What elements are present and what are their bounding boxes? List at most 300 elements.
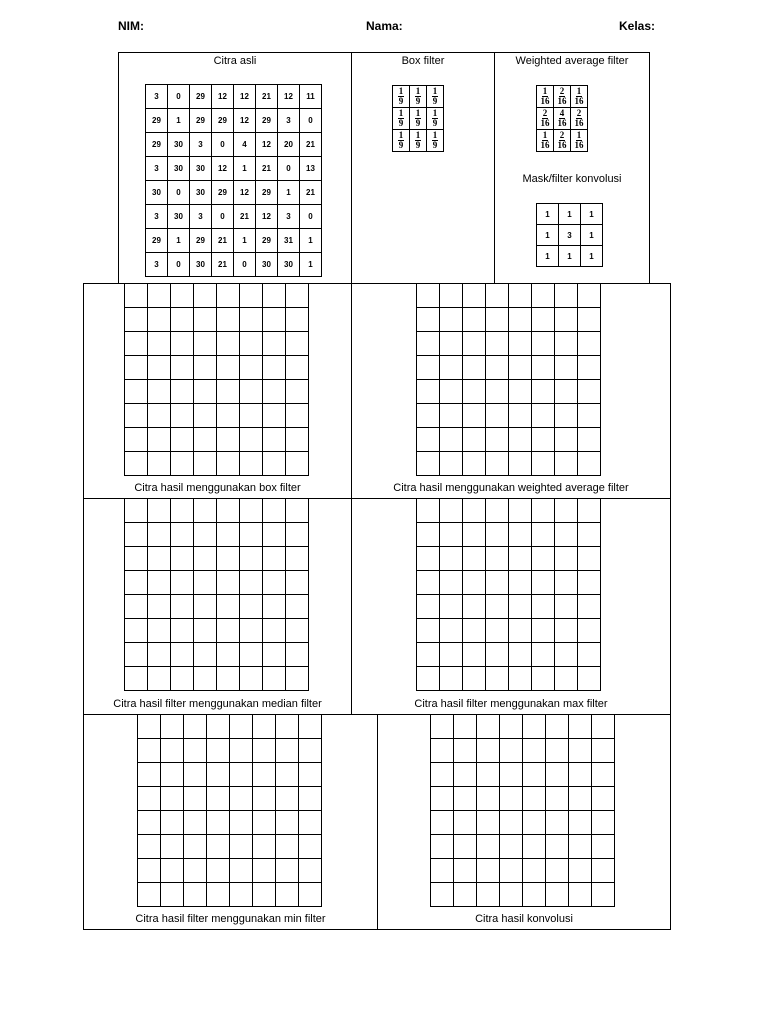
empty-cell[interactable]: [207, 715, 230, 739]
empty-cell[interactable]: [171, 595, 194, 619]
empty-cell[interactable]: [546, 715, 569, 739]
empty-cell[interactable]: [148, 547, 171, 571]
empty-cell[interactable]: [578, 380, 601, 404]
empty-cell[interactable]: [171, 643, 194, 667]
empty-cell[interactable]: [555, 595, 578, 619]
empty-cell[interactable]: [286, 595, 309, 619]
empty-cell[interactable]: [532, 595, 555, 619]
empty-cell[interactable]: [509, 523, 532, 547]
empty-cell[interactable]: [417, 667, 440, 691]
empty-cell[interactable]: [431, 787, 454, 811]
empty-cell[interactable]: [555, 499, 578, 523]
empty-cell[interactable]: [217, 404, 240, 428]
empty-cell[interactable]: [148, 380, 171, 404]
empty-cell[interactable]: [486, 356, 509, 380]
empty-cell[interactable]: [276, 835, 299, 859]
empty-cell[interactable]: [299, 811, 322, 835]
empty-cell[interactable]: [125, 308, 148, 332]
empty-cell[interactable]: [555, 380, 578, 404]
empty-cell[interactable]: [523, 883, 546, 907]
empty-cell[interactable]: [532, 284, 555, 308]
empty-cell[interactable]: [477, 715, 500, 739]
empty-cell[interactable]: [463, 571, 486, 595]
empty-cell[interactable]: [523, 859, 546, 883]
empty-cell[interactable]: [184, 763, 207, 787]
empty-cell[interactable]: [194, 404, 217, 428]
empty-cell[interactable]: [431, 715, 454, 739]
empty-cell[interactable]: [217, 595, 240, 619]
empty-cell[interactable]: [217, 380, 240, 404]
empty-cell[interactable]: [569, 883, 592, 907]
empty-cell[interactable]: [431, 763, 454, 787]
empty-cell[interactable]: [161, 715, 184, 739]
empty-cell[interactable]: [263, 619, 286, 643]
empty-cell[interactable]: [440, 452, 463, 476]
empty-cell[interactable]: [486, 523, 509, 547]
empty-cell[interactable]: [532, 428, 555, 452]
empty-cell[interactable]: [440, 547, 463, 571]
max-result-grid[interactable]: [416, 498, 601, 691]
empty-cell[interactable]: [240, 643, 263, 667]
empty-cell[interactable]: [500, 811, 523, 835]
empty-cell[interactable]: [463, 643, 486, 667]
empty-cell[interactable]: [138, 787, 161, 811]
empty-cell[interactable]: [230, 715, 253, 739]
empty-cell[interactable]: [138, 715, 161, 739]
empty-cell[interactable]: [578, 499, 601, 523]
empty-cell[interactable]: [125, 356, 148, 380]
empty-cell[interactable]: [555, 571, 578, 595]
empty-cell[interactable]: [230, 811, 253, 835]
empty-cell[interactable]: [161, 859, 184, 883]
empty-cell[interactable]: [263, 547, 286, 571]
empty-cell[interactable]: [217, 356, 240, 380]
empty-cell[interactable]: [286, 499, 309, 523]
empty-cell[interactable]: [276, 739, 299, 763]
empty-cell[interactable]: [125, 499, 148, 523]
empty-cell[interactable]: [592, 835, 615, 859]
empty-cell[interactable]: [486, 308, 509, 332]
empty-cell[interactable]: [431, 811, 454, 835]
empty-cell[interactable]: [569, 739, 592, 763]
empty-cell[interactable]: [417, 284, 440, 308]
empty-cell[interactable]: [253, 715, 276, 739]
empty-cell[interactable]: [240, 547, 263, 571]
empty-cell[interactable]: [486, 499, 509, 523]
empty-cell[interactable]: [523, 835, 546, 859]
empty-cell[interactable]: [555, 308, 578, 332]
empty-cell[interactable]: [477, 763, 500, 787]
empty-cell[interactable]: [171, 523, 194, 547]
empty-cell[interactable]: [171, 404, 194, 428]
empty-cell[interactable]: [592, 739, 615, 763]
empty-cell[interactable]: [217, 523, 240, 547]
empty-cell[interactable]: [417, 499, 440, 523]
empty-cell[interactable]: [276, 859, 299, 883]
empty-cell[interactable]: [431, 859, 454, 883]
empty-cell[interactable]: [194, 619, 217, 643]
empty-cell[interactable]: [207, 835, 230, 859]
empty-cell[interactable]: [569, 859, 592, 883]
empty-cell[interactable]: [263, 332, 286, 356]
empty-cell[interactable]: [440, 571, 463, 595]
empty-cell[interactable]: [194, 667, 217, 691]
empty-cell[interactable]: [500, 715, 523, 739]
empty-cell[interactable]: [523, 787, 546, 811]
empty-cell[interactable]: [138, 883, 161, 907]
empty-cell[interactable]: [171, 667, 194, 691]
empty-cell[interactable]: [463, 667, 486, 691]
empty-cell[interactable]: [161, 883, 184, 907]
empty-cell[interactable]: [161, 835, 184, 859]
empty-cell[interactable]: [417, 643, 440, 667]
empty-cell[interactable]: [477, 811, 500, 835]
empty-cell[interactable]: [125, 643, 148, 667]
empty-cell[interactable]: [431, 739, 454, 763]
empty-cell[interactable]: [486, 332, 509, 356]
empty-cell[interactable]: [148, 428, 171, 452]
empty-cell[interactable]: [578, 619, 601, 643]
empty-cell[interactable]: [148, 356, 171, 380]
empty-cell[interactable]: [263, 523, 286, 547]
empty-cell[interactable]: [546, 859, 569, 883]
empty-cell[interactable]: [263, 667, 286, 691]
empty-cell[interactable]: [148, 643, 171, 667]
empty-cell[interactable]: [253, 763, 276, 787]
empty-cell[interactable]: [463, 595, 486, 619]
empty-cell[interactable]: [454, 859, 477, 883]
empty-cell[interactable]: [207, 763, 230, 787]
empty-cell[interactable]: [509, 284, 532, 308]
empty-cell[interactable]: [217, 619, 240, 643]
empty-cell[interactable]: [417, 452, 440, 476]
empty-cell[interactable]: [569, 835, 592, 859]
empty-cell[interactable]: [207, 739, 230, 763]
empty-cell[interactable]: [440, 499, 463, 523]
empty-cell[interactable]: [463, 619, 486, 643]
empty-cell[interactable]: [500, 763, 523, 787]
empty-cell[interactable]: [125, 284, 148, 308]
empty-cell[interactable]: [486, 284, 509, 308]
empty-cell[interactable]: [555, 619, 578, 643]
empty-cell[interactable]: [263, 284, 286, 308]
empty-cell[interactable]: [440, 595, 463, 619]
empty-cell[interactable]: [184, 787, 207, 811]
empty-cell[interactable]: [532, 571, 555, 595]
empty-cell[interactable]: [463, 308, 486, 332]
empty-cell[interactable]: [171, 428, 194, 452]
empty-cell[interactable]: [184, 739, 207, 763]
empty-cell[interactable]: [286, 428, 309, 452]
empty-cell[interactable]: [523, 715, 546, 739]
empty-cell[interactable]: [299, 835, 322, 859]
empty-cell[interactable]: [194, 332, 217, 356]
empty-cell[interactable]: [217, 571, 240, 595]
empty-cell[interactable]: [161, 739, 184, 763]
empty-cell[interactable]: [263, 643, 286, 667]
empty-cell[interactable]: [592, 763, 615, 787]
empty-cell[interactable]: [578, 547, 601, 571]
empty-cell[interactable]: [578, 595, 601, 619]
empty-cell[interactable]: [463, 404, 486, 428]
empty-cell[interactable]: [286, 404, 309, 428]
empty-cell[interactable]: [509, 380, 532, 404]
empty-cell[interactable]: [240, 284, 263, 308]
empty-cell[interactable]: [509, 332, 532, 356]
empty-cell[interactable]: [299, 883, 322, 907]
empty-cell[interactable]: [148, 452, 171, 476]
empty-cell[interactable]: [578, 667, 601, 691]
empty-cell[interactable]: [194, 452, 217, 476]
empty-cell[interactable]: [240, 571, 263, 595]
empty-cell[interactable]: [217, 308, 240, 332]
empty-cell[interactable]: [486, 643, 509, 667]
empty-cell[interactable]: [148, 619, 171, 643]
empty-cell[interactable]: [286, 667, 309, 691]
empty-cell[interactable]: [286, 523, 309, 547]
empty-cell[interactable]: [555, 356, 578, 380]
empty-cell[interactable]: [171, 284, 194, 308]
empty-cell[interactable]: [500, 739, 523, 763]
empty-cell[interactable]: [240, 380, 263, 404]
empty-cell[interactable]: [546, 763, 569, 787]
empty-cell[interactable]: [463, 547, 486, 571]
empty-cell[interactable]: [263, 308, 286, 332]
empty-cell[interactable]: [194, 595, 217, 619]
empty-cell[interactable]: [440, 284, 463, 308]
empty-cell[interactable]: [240, 404, 263, 428]
empty-cell[interactable]: [509, 356, 532, 380]
min-result-grid[interactable]: [137, 714, 322, 907]
empty-cell[interactable]: [240, 452, 263, 476]
empty-cell[interactable]: [148, 284, 171, 308]
empty-cell[interactable]: [578, 356, 601, 380]
empty-cell[interactable]: [240, 499, 263, 523]
empty-cell[interactable]: [125, 571, 148, 595]
empty-cell[interactable]: [194, 499, 217, 523]
empty-cell[interactable]: [463, 332, 486, 356]
empty-cell[interactable]: [454, 811, 477, 835]
empty-cell[interactable]: [286, 643, 309, 667]
empty-cell[interactable]: [263, 595, 286, 619]
empty-cell[interactable]: [592, 715, 615, 739]
empty-cell[interactable]: [417, 619, 440, 643]
empty-cell[interactable]: [148, 523, 171, 547]
empty-cell[interactable]: [555, 547, 578, 571]
empty-cell[interactable]: [253, 883, 276, 907]
empty-cell[interactable]: [454, 715, 477, 739]
empty-cell[interactable]: [500, 859, 523, 883]
median-result-grid[interactable]: [124, 498, 309, 691]
empty-cell[interactable]: [286, 571, 309, 595]
empty-cell[interactable]: [555, 523, 578, 547]
empty-cell[interactable]: [240, 667, 263, 691]
empty-cell[interactable]: [286, 308, 309, 332]
empty-cell[interactable]: [546, 835, 569, 859]
empty-cell[interactable]: [578, 332, 601, 356]
empty-cell[interactable]: [263, 356, 286, 380]
empty-cell[interactable]: [194, 380, 217, 404]
empty-cell[interactable]: [125, 452, 148, 476]
empty-cell[interactable]: [523, 763, 546, 787]
empty-cell[interactable]: [125, 523, 148, 547]
empty-cell[interactable]: [417, 428, 440, 452]
empty-cell[interactable]: [148, 499, 171, 523]
empty-cell[interactable]: [486, 380, 509, 404]
empty-cell[interactable]: [463, 284, 486, 308]
empty-cell[interactable]: [230, 883, 253, 907]
empty-cell[interactable]: [417, 595, 440, 619]
empty-cell[interactable]: [477, 787, 500, 811]
empty-cell[interactable]: [486, 428, 509, 452]
empty-cell[interactable]: [532, 332, 555, 356]
empty-cell[interactable]: [194, 571, 217, 595]
empty-cell[interactable]: [171, 308, 194, 332]
empty-cell[interactable]: [592, 787, 615, 811]
empty-cell[interactable]: [509, 571, 532, 595]
empty-cell[interactable]: [592, 859, 615, 883]
empty-cell[interactable]: [171, 547, 194, 571]
empty-cell[interactable]: [477, 859, 500, 883]
empty-cell[interactable]: [417, 404, 440, 428]
empty-cell[interactable]: [217, 643, 240, 667]
empty-cell[interactable]: [299, 859, 322, 883]
empty-cell[interactable]: [417, 308, 440, 332]
empty-cell[interactable]: [578, 523, 601, 547]
empty-cell[interactable]: [161, 763, 184, 787]
empty-cell[interactable]: [417, 332, 440, 356]
empty-cell[interactable]: [486, 595, 509, 619]
empty-cell[interactable]: [263, 380, 286, 404]
empty-cell[interactable]: [463, 499, 486, 523]
empty-cell[interactable]: [592, 811, 615, 835]
empty-cell[interactable]: [299, 715, 322, 739]
empty-cell[interactable]: [569, 787, 592, 811]
empty-cell[interactable]: [569, 763, 592, 787]
conv-result-grid[interactable]: [430, 714, 615, 907]
empty-cell[interactable]: [299, 763, 322, 787]
empty-cell[interactable]: [286, 380, 309, 404]
empty-cell[interactable]: [286, 547, 309, 571]
empty-cell[interactable]: [477, 883, 500, 907]
empty-cell[interactable]: [454, 883, 477, 907]
empty-cell[interactable]: [253, 787, 276, 811]
empty-cell[interactable]: [532, 452, 555, 476]
empty-cell[interactable]: [230, 763, 253, 787]
empty-cell[interactable]: [276, 787, 299, 811]
empty-cell[interactable]: [194, 428, 217, 452]
empty-cell[interactable]: [299, 739, 322, 763]
empty-cell[interactable]: [299, 787, 322, 811]
empty-cell[interactable]: [578, 452, 601, 476]
empty-cell[interactable]: [486, 571, 509, 595]
empty-cell[interactable]: [454, 835, 477, 859]
empty-cell[interactable]: [286, 284, 309, 308]
empty-cell[interactable]: [578, 643, 601, 667]
empty-cell[interactable]: [184, 835, 207, 859]
empty-cell[interactable]: [463, 428, 486, 452]
empty-cell[interactable]: [546, 739, 569, 763]
empty-cell[interactable]: [286, 332, 309, 356]
empty-cell[interactable]: [555, 332, 578, 356]
empty-cell[interactable]: [125, 595, 148, 619]
empty-cell[interactable]: [509, 452, 532, 476]
empty-cell[interactable]: [148, 404, 171, 428]
empty-cell[interactable]: [138, 811, 161, 835]
empty-cell[interactable]: [148, 595, 171, 619]
empty-cell[interactable]: [417, 571, 440, 595]
empty-cell[interactable]: [276, 811, 299, 835]
empty-cell[interactable]: [431, 835, 454, 859]
empty-cell[interactable]: [125, 380, 148, 404]
empty-cell[interactable]: [578, 308, 601, 332]
empty-cell[interactable]: [184, 715, 207, 739]
empty-cell[interactable]: [440, 667, 463, 691]
empty-cell[interactable]: [184, 859, 207, 883]
empty-cell[interactable]: [171, 452, 194, 476]
empty-cell[interactable]: [454, 739, 477, 763]
empty-cell[interactable]: [463, 356, 486, 380]
empty-cell[interactable]: [253, 811, 276, 835]
empty-cell[interactable]: [263, 571, 286, 595]
empty-cell[interactable]: [440, 643, 463, 667]
empty-cell[interactable]: [240, 308, 263, 332]
empty-cell[interactable]: [463, 380, 486, 404]
empty-cell[interactable]: [509, 547, 532, 571]
empty-cell[interactable]: [440, 523, 463, 547]
empty-cell[interactable]: [592, 883, 615, 907]
empty-cell[interactable]: [125, 667, 148, 691]
empty-cell[interactable]: [486, 404, 509, 428]
empty-cell[interactable]: [253, 739, 276, 763]
empty-cell[interactable]: [440, 380, 463, 404]
empty-cell[interactable]: [240, 428, 263, 452]
empty-cell[interactable]: [253, 859, 276, 883]
empty-cell[interactable]: [194, 308, 217, 332]
weighted-result-grid[interactable]: [416, 283, 601, 476]
empty-cell[interactable]: [555, 643, 578, 667]
empty-cell[interactable]: [500, 787, 523, 811]
empty-cell[interactable]: [509, 428, 532, 452]
empty-cell[interactable]: [240, 332, 263, 356]
empty-cell[interactable]: [148, 332, 171, 356]
empty-cell[interactable]: [253, 835, 276, 859]
empty-cell[interactable]: [417, 547, 440, 571]
empty-cell[interactable]: [486, 619, 509, 643]
empty-cell[interactable]: [555, 284, 578, 308]
empty-cell[interactable]: [486, 547, 509, 571]
empty-cell[interactable]: [194, 356, 217, 380]
empty-cell[interactable]: [477, 739, 500, 763]
empty-cell[interactable]: [194, 284, 217, 308]
empty-cell[interactable]: [532, 547, 555, 571]
empty-cell[interactable]: [171, 332, 194, 356]
empty-cell[interactable]: [440, 404, 463, 428]
empty-cell[interactable]: [240, 619, 263, 643]
empty-cell[interactable]: [509, 667, 532, 691]
empty-cell[interactable]: [263, 452, 286, 476]
empty-cell[interactable]: [555, 404, 578, 428]
empty-cell[interactable]: [417, 523, 440, 547]
empty-cell[interactable]: [240, 595, 263, 619]
empty-cell[interactable]: [532, 667, 555, 691]
empty-cell[interactable]: [286, 356, 309, 380]
empty-cell[interactable]: [523, 811, 546, 835]
empty-cell[interactable]: [171, 571, 194, 595]
empty-cell[interactable]: [217, 452, 240, 476]
empty-cell[interactable]: [546, 811, 569, 835]
empty-cell[interactable]: [138, 835, 161, 859]
